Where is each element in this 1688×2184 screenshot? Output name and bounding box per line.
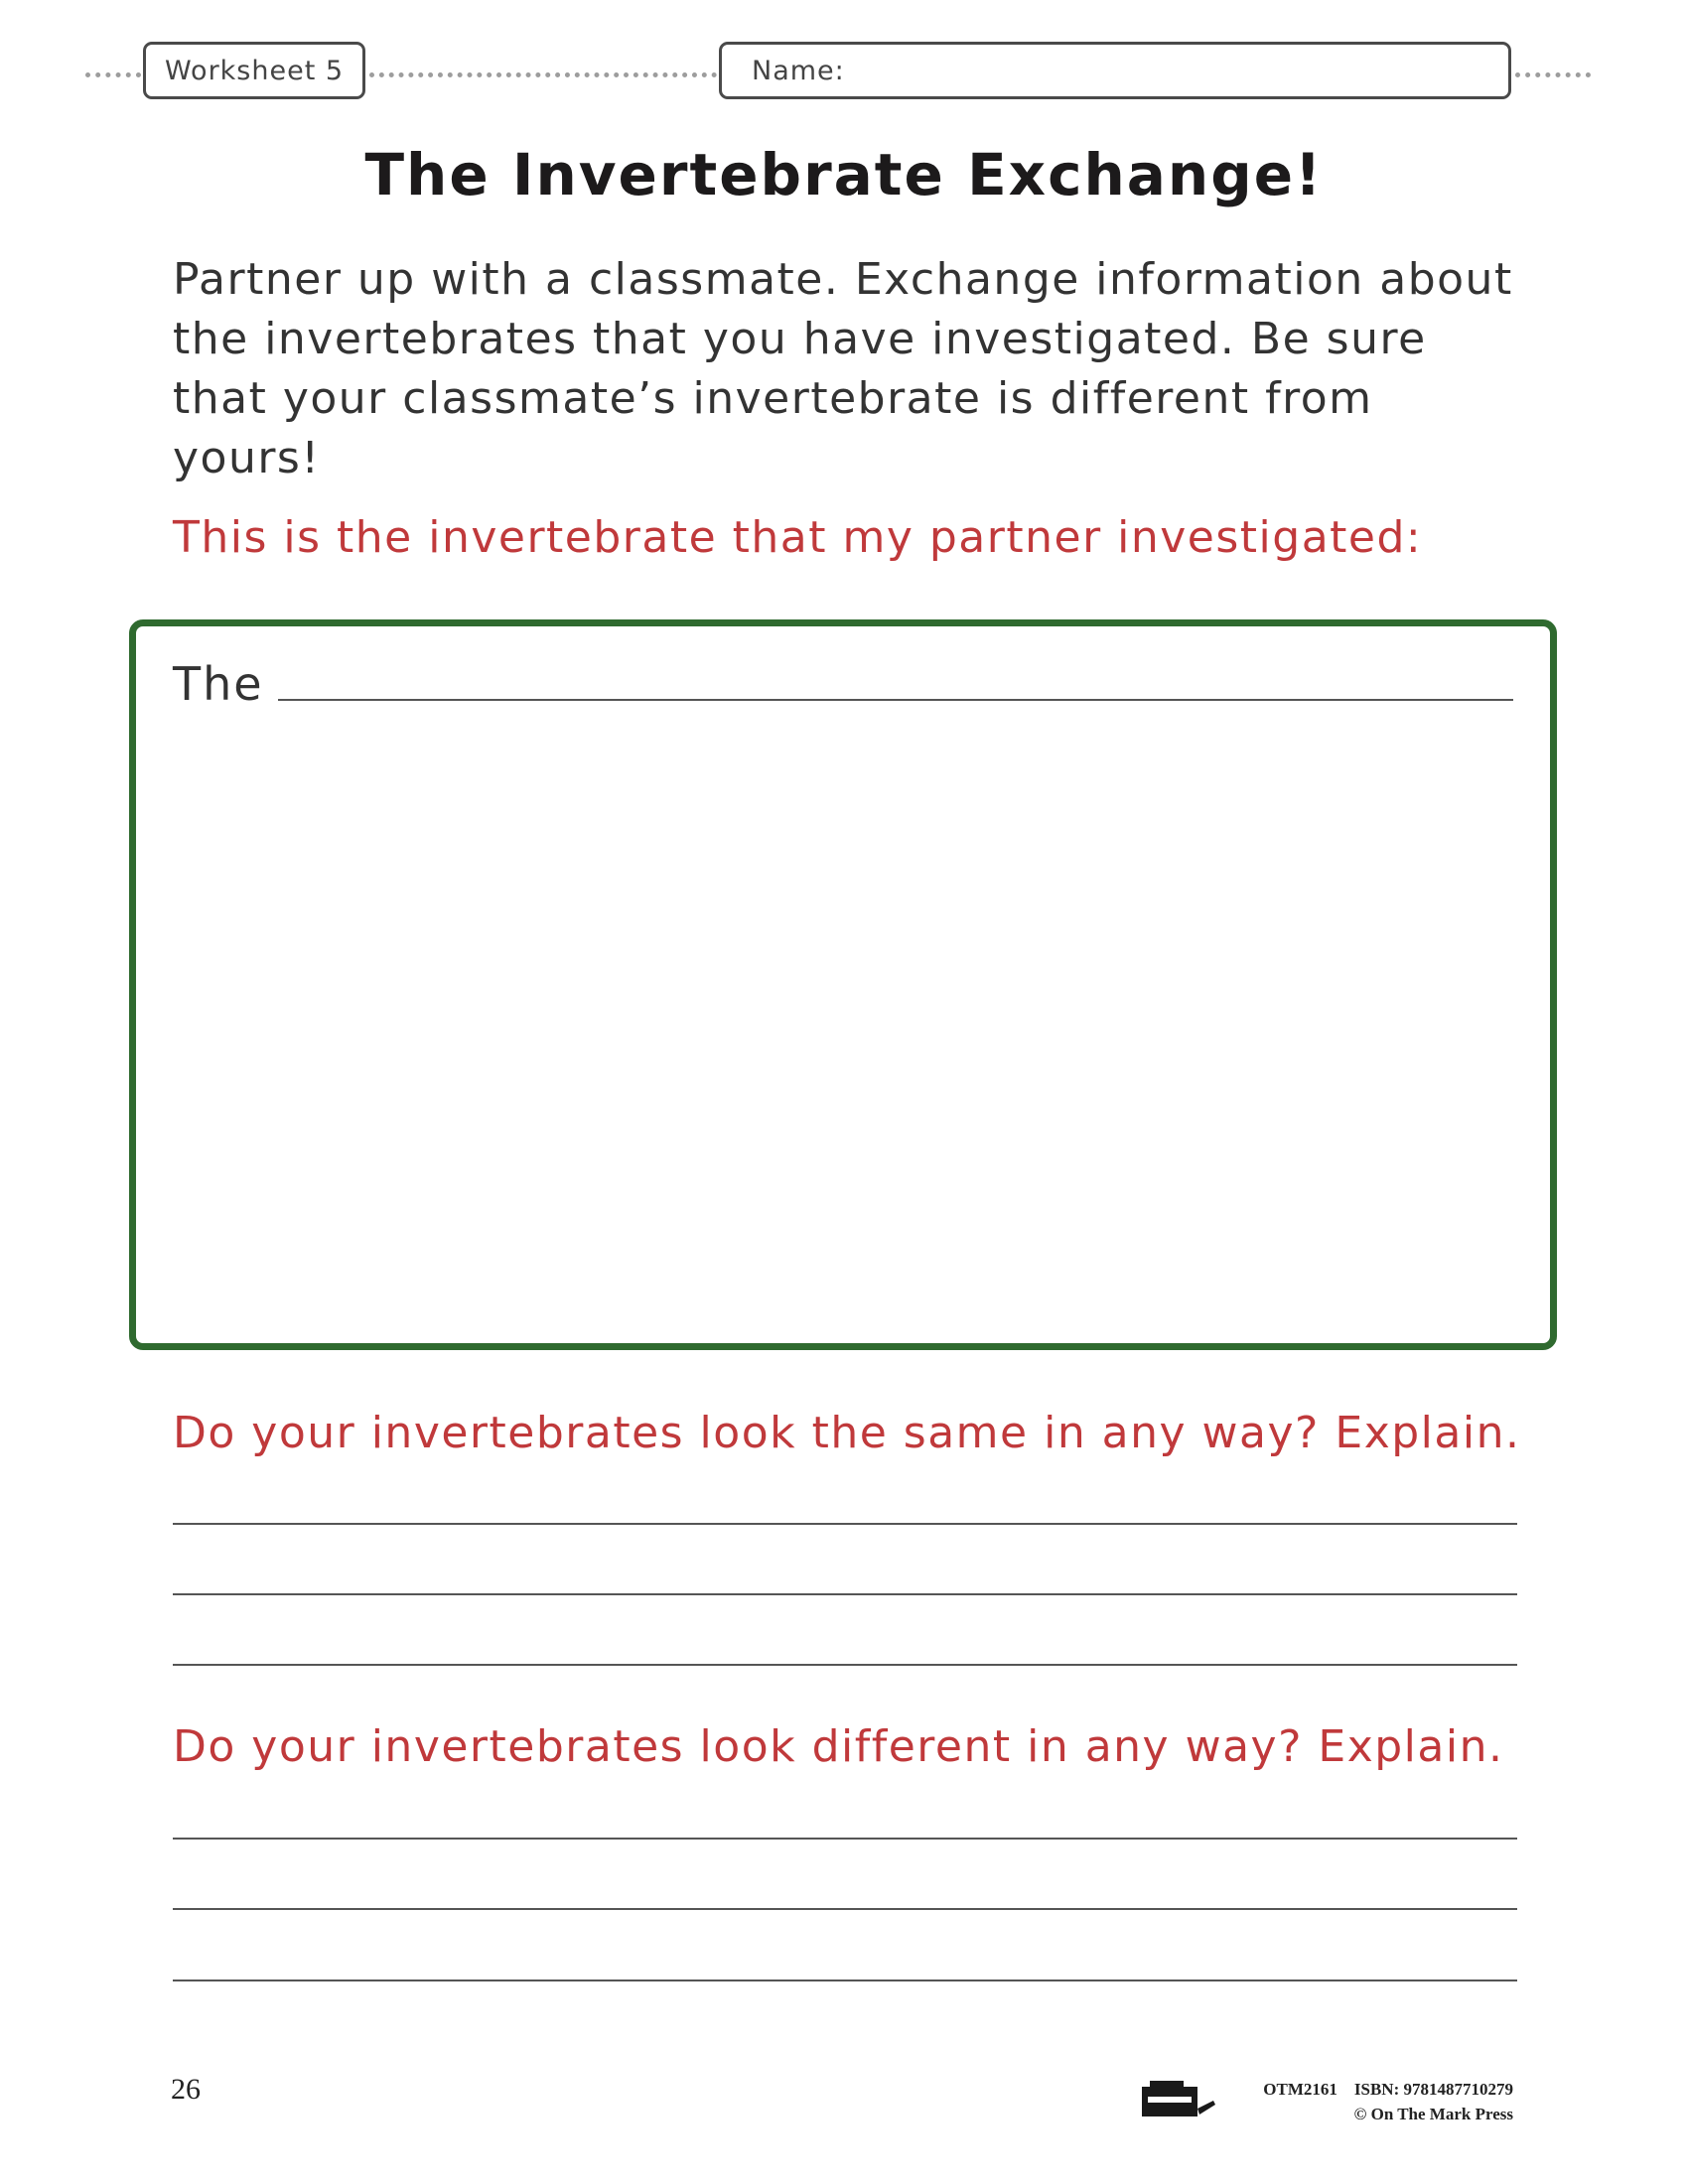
question-different: Do your invertebrates look different in any way? Explain. [173,1721,1504,1772]
header-dots-left [85,72,141,77]
partner-prompt: This is the invertebrate that my partner investigated: [173,512,1423,563]
copyright: © On The Mark Press [1353,2105,1513,2123]
name-field[interactable] [719,42,1511,99]
answer-line[interactable] [173,1908,1517,1910]
question-same: Do your invertebrates look the same in any way? Explain. [173,1408,1521,1458]
header-dots-middle [369,72,717,77]
intro-paragraph: Partner up with a classmate. Exchange information about the invertebrates that you have investigated. Be sure that your classmate’s invertebrate is different from yours! [173,254,1513,483]
worksheet-label: Worksheet 5 [164,55,345,86]
partner-invertebrate-box[interactable] [129,619,1557,1350]
worksheet-tab [143,42,365,99]
header-dots-right [1515,72,1591,77]
name-label: Name: [752,55,845,86]
product-code: OTM2161 [1263,2080,1337,2099]
answer-line[interactable] [173,1979,1517,1981]
invertebrate-name-line[interactable] [278,699,1513,701]
photocopier-icon [1140,2079,1219,2122]
answer-line[interactable] [173,1664,1517,1666]
answer-line[interactable] [173,1523,1517,1525]
isbn: ISBN: 9781487710279 [1353,2080,1513,2099]
page-title: The Invertebrate Exchange! [364,141,1324,208]
answer-line[interactable] [173,1838,1517,1840]
the-label: The [173,657,264,711]
answer-line[interactable] [173,1593,1517,1595]
footer-credits [1263,2077,1513,2126]
page-number: 26 [171,2073,201,2106]
